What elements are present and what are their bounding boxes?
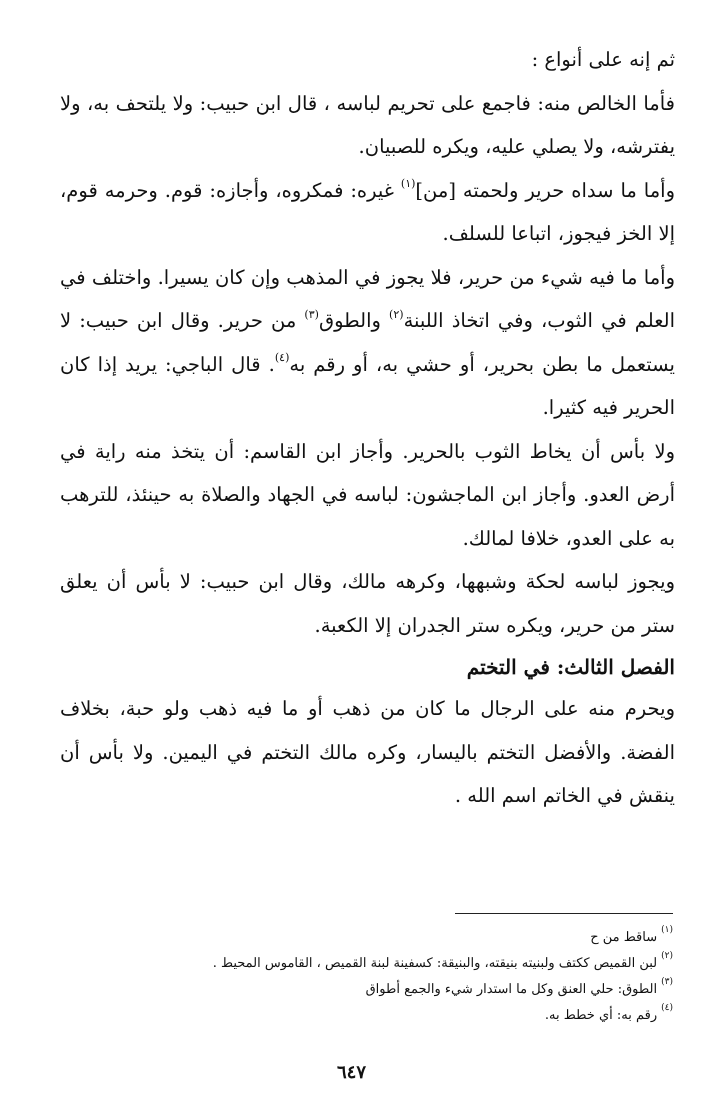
paragraph-pure-silk-text: فأما الخالص منه: فاجمع على تحريم لباسه ، قال ابن حبيب: ولا يلتحف به، ولا يفترشه، ولا يصلي عليه، ويكره للصبيان. — [60, 91, 675, 158]
text-segment: وأما ما سداه حرير ولحمته [من] — [415, 178, 675, 202]
paragraph-pure-silk — [60, 82, 675, 169]
footnote-2 — [113, 951, 673, 977]
footnote-number: (٣) — [661, 976, 673, 987]
footnote-number: (٢) — [661, 950, 673, 961]
paragraph-rings-text: ويحرم منه على الرجال ما كان من ذهب أو ما فيه ذهب ولو حبة، بخلاف الفضة. والأفضل التختم باليسار، وكره مالك التختم في اليمين. ولا بأس أن ينقش في الخاتم اسم الله . — [60, 697, 675, 807]
footnote-divider — [455, 913, 673, 914]
footnote-text: رقم به: أي خطط به. — [544, 1008, 658, 1023]
footnote-1 — [113, 925, 673, 951]
paragraph-intro — [60, 38, 675, 82]
footnote-number: (١) — [661, 924, 673, 935]
page-number: ٦٤٧ — [336, 1062, 366, 1083]
paragraph-sewing — [60, 430, 675, 561]
text-segment: والطوق — [318, 309, 390, 332]
text-segment: . قال الباجي: يريد إذا كان الحرير فيه كثيرا. — [60, 352, 675, 419]
footnote-3 — [113, 977, 673, 1003]
text-segment: وأما ما فيه شيء من حرير، فلا يجوز في المذهب وإن كان يسيرا. واختلف في العلم في الثوب، وفي اتخاذ اللبنة — [60, 265, 675, 332]
paragraph-itch-text: ويجوز لباسه لحكة وشبهها، وكرهه مالك، وقال ابن حبيب: لا بأس أن يعلق ستر من حرير، ويكره ستر الجدران إلا الكعبة. — [60, 570, 675, 637]
paragraph-warp-silk — [60, 169, 675, 256]
footnote-text: لبن القميص ككتف ولبنيته بنيقته، والبنيقة: كسفينة لبنة القميص ، القاموس المحيط . — [212, 956, 658, 971]
footnote-number: (٤) — [661, 1002, 673, 1013]
footnote-ref-4[interactable]: (٤) — [274, 351, 290, 364]
text-segment: من حرير. وقال ابن حبيب: لا يستعمل ما بطن بحرير، أو حشي به، أو رقم به — [60, 309, 675, 376]
page-body — [60, 38, 675, 818]
section-heading — [60, 647, 675, 687]
text-segment: غيره: فمكروه، وأجازه: قوم. وحرمه قوم، إلا الخز فيجوز، اتباعا للسلف. — [60, 178, 675, 245]
footnote-4 — [113, 1003, 673, 1029]
paragraph-partial-silk — [60, 256, 675, 430]
paragraph-itch — [60, 560, 675, 647]
footnote-ref-2[interactable]: (٢) — [389, 307, 404, 321]
paragraph-intro-text: ثم إنه على أنواع : — [531, 48, 675, 71]
footnotes — [113, 925, 673, 1029]
footnote-text: الطوق: حلي العنق وكل ما استدار شيء والجمع أطواق — [365, 982, 658, 997]
footnote-ref-3[interactable]: (٣) — [304, 307, 319, 321]
paragraph-sewing-text: ولا بأس أن يخاط الثوب بالحرير. وأجاز ابن القاسم: أن يتخذ منه راية في أرض العدو. وأجاز ابن الماجشون: لباسه في الجهاد والصلاة به حينئذ، للترهب به على العدو، خلافا لمالك. — [60, 439, 675, 550]
footnote-text: ساقط من ح — [590, 930, 658, 945]
paragraph-rings — [60, 687, 675, 818]
footnote-ref-1[interactable]: (١) — [400, 177, 416, 190]
section-heading-title: في التختم — [466, 655, 550, 679]
section-heading-label: الفصل الثالث: — [556, 655, 675, 679]
